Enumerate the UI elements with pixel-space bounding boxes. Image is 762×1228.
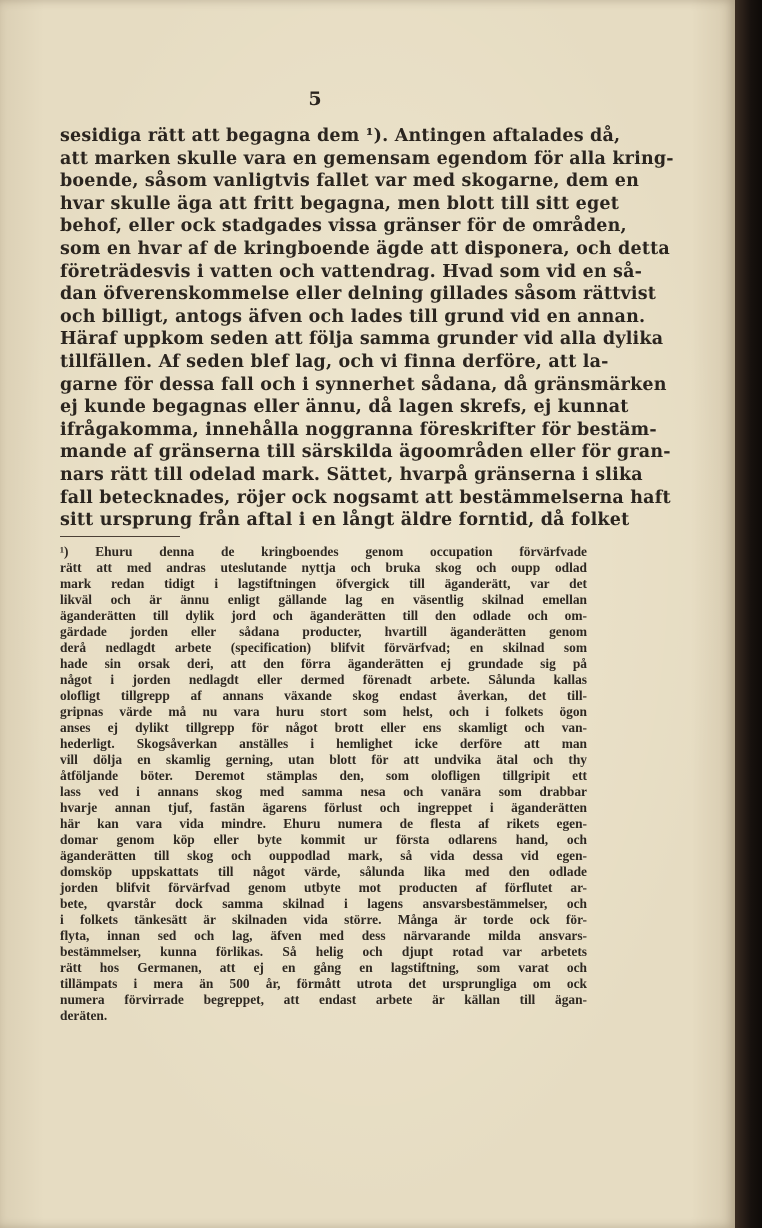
footnote-line: anses ej dylikt tillgrepp för något brott eller ens skamligt och van- [60, 720, 587, 735]
footnote-line: här kan vara vida mindre. Ehuru numera de flesta af rikets egen- [60, 816, 587, 831]
footnote-line: olofligt tillgrepp af annans växande skog endast åverkan, det till- [60, 688, 587, 703]
footnote-line: numera förvirrade begreppet, att endast arbete är källan till ägan- [60, 992, 587, 1007]
footnote-line: äganderätten till skog och ouppodlad mark, så vida dessa vid egen- [60, 848, 587, 863]
book-spine-edge [735, 0, 762, 1228]
body-line: nars rätt till odelad mark. Sättet, hvarpå gränserna i slika [60, 465, 643, 485]
page-number: 5 [308, 88, 322, 110]
footnote-line: hvarje annan tjuf, fastän ägarens förlust och ingreppet i äganderätten [60, 800, 587, 815]
footnote-line: något i jorden nedlagdt eller dermed förenadt arbete. Sålunda kallas [60, 672, 587, 687]
footnote-line: hade sin orsak deri, att den förra äganderätten ej grundade sig på [60, 656, 587, 671]
footnote-line: deräten. [60, 1008, 108, 1023]
body-line: och billigt, antogs äfven och lades till grund vid en annan. [60, 306, 646, 327]
footnote-rule [60, 536, 180, 537]
footnote-line: rätt att med andras uteslutande nyttja och bruka skog och oupp odlad [60, 560, 587, 575]
footnote-line: gärdade jorden eller sådana producter, hvartill äganderätten genom [60, 624, 587, 639]
body-line: Häraf uppkom seden att följa samma grunder vid alla dylika [60, 329, 664, 350]
footnote-line: rätt hos Germanen, att ej en gång en lagstiftning, som varat och [60, 960, 587, 975]
body-line: sitt ursprung från aftal i en långt äldre forntid, då folket [60, 510, 630, 531]
body-line: mande af gränserna till särskilda ägoområden eller för gran- [60, 442, 671, 463]
body-line: tillfällen. Af seden blef lag, och vi finna derföre, att la- [60, 352, 609, 372]
footnote-line: i folkets tänkesätt är skilnaden vida större. Många är torde ock för- [60, 912, 587, 927]
footnote-line: jorden blifvit förvärfvad genom utbyte mot producten af förflutet ar- [60, 880, 587, 895]
footnote-line: åtföljande böter. Deremot stämplas den, som olofligen tillgripit ett [60, 768, 587, 783]
footnote-line: ¹) Ehuru denna de kringboendes genom occupation förvärfvade [60, 544, 587, 559]
body-line: dan öfverenskommelse eller delning gillades såsom rättvist [60, 284, 657, 305]
footnote-line: hederligt. Skogsåverkan anställes i hemlighet icke derföre att man [60, 736, 587, 751]
footnote-line: domar genom köp eller byte kommit ur första odlarens hand, och [60, 832, 587, 847]
body-line: ej kunde begagnas eller ännu, då lagen skrefs, ej kunnat [60, 397, 629, 418]
footnote-line: flyta, innan sed och lag, äfven med dess närvarande milda ansvars- [60, 928, 587, 943]
footnote-line: derå nedlagdt arbete (specification) blifvit förvärfvad; en skilnad som [60, 640, 587, 655]
body-line: som en hvar af de kringboende ägde att disponera, och detta [60, 239, 670, 259]
footnote-line: bete, qvarstår dock samma skilnad i lagens ansvarsbestämmelser, och [60, 896, 587, 911]
footnote-line: tillämpats i mera än 500 år, förmått utrota det ursprungliga om ock [60, 976, 587, 991]
footnote-line: mark redan tidigt i lagstiftningen öfvergick till äganderätt, var det [60, 576, 587, 591]
body-line: företrädesvis i vatten och vattendrag. Hvad som vid en så- [60, 261, 643, 282]
footnote-line: vill dölja en skamlig gerning, utan blott för att undvika ätal och thy [60, 752, 587, 767]
body-line: garne för dessa fall och i synnerhet sådana, då gränsmärken [60, 374, 667, 395]
body-line: hvar skulle äga att fritt begagna, men blott till sitt eget [60, 193, 620, 214]
body-line: boende, såsom vanligtvis fallet var med skogarne, dem en [60, 171, 640, 192]
body-line: ifrågakomma, innehålla noggranna föreskrifter för bestäm- [60, 419, 657, 440]
footnote-line: lass ved i annans skog med samma nesa och vanära som drabbar [60, 784, 587, 799]
footnote-line: gripnas värde må nu vara huru stort som helst, och i folkets ögon [60, 704, 587, 719]
body-line: fall betecknades, röjer ock nogsamt att bestämmelserna haft [60, 487, 671, 508]
body-line: sesidiga rätt att begagna dem ¹). Antingen aftalades då, [60, 126, 621, 146]
footnote-line: domsköp uppskattats till något värde, sålunda lika med den odlade [60, 864, 587, 879]
footnote-line: äganderätten till dylik jord och äganderätten till den odlade och om- [60, 608, 587, 623]
footnote-line: likväl och är ännu enligt gällande lag en väsentlig skilnad emellan [60, 592, 587, 607]
body-line: att marken skulle vara en gemensam egendom för alla kring- [60, 148, 674, 169]
footnote-line: bestämmelser, kunna förlikas. Så helig och djupt rotad var arbetets [60, 944, 587, 959]
body-line: behof, eller ock stadgades vissa gränser för de områden, [60, 216, 627, 237]
